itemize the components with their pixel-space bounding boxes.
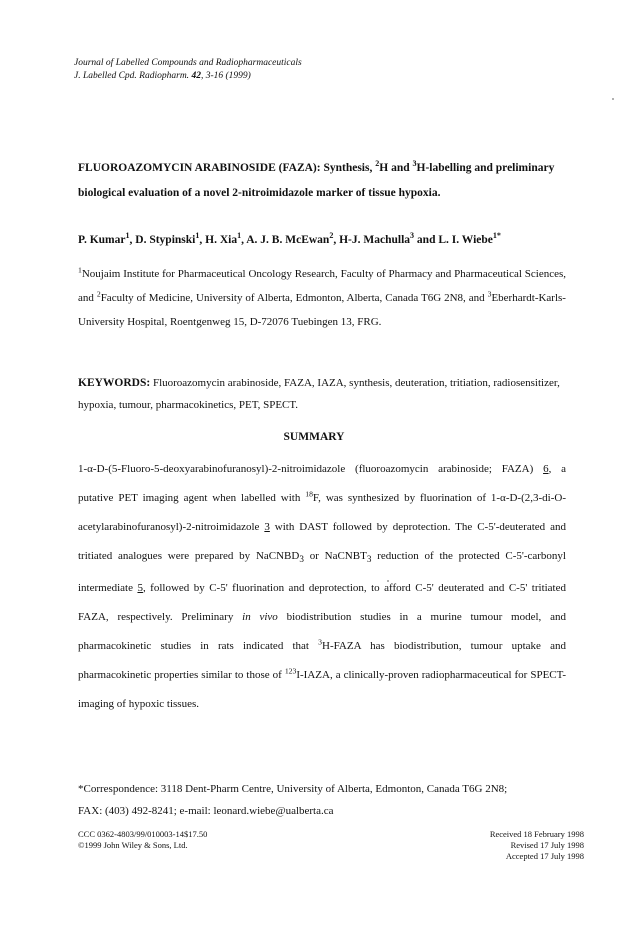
accepted-date: Accepted 17 July 1998 (505, 851, 584, 861)
summary-text: 1-α-D-(5-Fluoro-5-deoxyarabinofuranosyl)-2-nitroimidazole (fluoroazomycin arabinoside; FAZA) 6, a putative PET imaging agent when labelled with $^{18}$F, was synthesized by fluorination of 1-α-D-(2,3-di-O-acetylarabinofuranosyl)-2-nitroimidazole 3 with DAST followed by deprotection. The C-5'-deuterated and tritiated analogues were prepared by NaCNBD$_3$ or NaCNBT$_3$ reduction of the protected C-5'-carbonyl intermediate 5, followed by C-5' fluorination and deprotection, to afford C-5' deuterated and C-5' tritiated FAZA, respectively. Preliminary in vivo biodistribution studies in a murine tumour model, and pharmacokinetic studies in rats indicated that $^3$H-FAZA has biodistribution, tumour uptake and pharmacokinetic properties similar to those of $^{123}$I-IAZA, a clinically-proven radiopharmaceutical for SPECT-imaging of hypoxic tissues. (78, 463, 567, 711)
ccc-code: CCC 0362-4803/99/010003-14$17.50 (78, 829, 208, 839)
compound-number: 6 (543, 463, 549, 475)
keywords-text: Fluoroazomycin arabinoside, FAZA, IAZA, synthesis, deuteration, tritiation, radiosensitizer, hypoxia, tumour, pharmacokinetics, PET, SPECT. (78, 377, 560, 411)
journal-volume: 42 (191, 71, 201, 81)
summary-heading: SUMMARY (283, 431, 345, 443)
paper-title: FLUOROAZOMYCIN ARABINOSIDE (FAZA): Synthesis, $^2$H and $^3$H-labelling and preliminary biological evaluation of a novel 2-nitroimidazole marker of tissue hypoxia. (78, 159, 555, 199)
revised-date: Revised 17 July 1998 (510, 840, 584, 850)
scan-speck (387, 580, 389, 582)
correspondence-contact: FAX: (403) 492-8241; e-mail: leonard.wiebe@ualberta.ca (78, 805, 334, 817)
footer-copyright (78, 829, 207, 851)
keywords-label: KEYWORDS: (78, 377, 151, 389)
author-list: P. Kumar$^1$, D. Stypinski$^1$, H. Xia$^1$, A. J. B. McEwan$^2$, H-J. Machulla$^3$ and L. I. Wiebe$^{1*}$ (78, 231, 501, 246)
compound-number: 5 (137, 582, 143, 595)
scan-speck (612, 98, 614, 100)
footer-dates (490, 829, 584, 862)
correspondence-address: *Correspondence: 3118 Dent-Pharm Centre, University of Alberta, Edmonton, Canada T6G 2N8; (78, 783, 508, 795)
compound-number: 3 (264, 521, 270, 533)
journal-header (74, 57, 302, 83)
received-date: Received 18 February 1998 (489, 829, 584, 839)
correspondence (78, 778, 578, 822)
journal-name: Journal of Labelled Compounds and Radiopharmaceuticals (74, 58, 302, 68)
journal-citation: J. Labelled Cpd. Radiopharm. 42, 3-16 (1999) (74, 71, 251, 81)
copyright-notice: ©1999 John Wiley & Sons, Ltd. (78, 840, 188, 850)
affiliations: $^1$Noujaim Institute for Pharmaceutical Oncology Research, Faculty of Pharmacy and Pharmaceutical Sciences, and $^2$Faculty of Medicine, University of Alberta, Edmonton, Alberta, Canada T6G 2N8, and $^3$Eberhardt-Karls-University Hospital, Roentgenweg 15, D-72076 Tuebingen 13, FRG. (78, 265, 566, 328)
keywords (78, 372, 566, 416)
